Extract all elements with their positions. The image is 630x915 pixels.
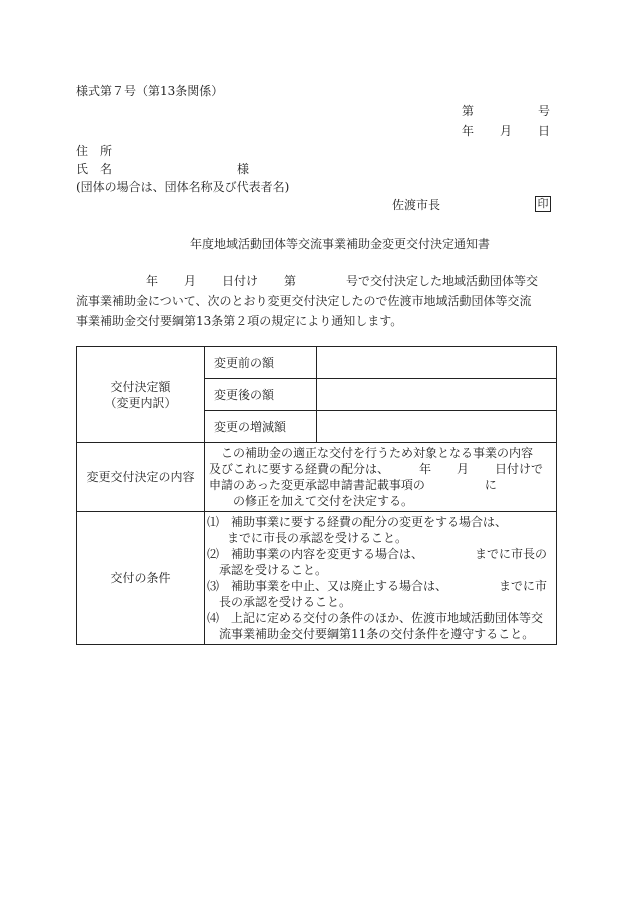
name-label: 氏 名 bbox=[76, 162, 113, 176]
change-line-3: 申請のあった変更承認申請書記載事項の に bbox=[209, 478, 497, 492]
after-amount-label: 変更後の額 bbox=[205, 379, 317, 411]
seal-stamp: 印 bbox=[535, 196, 551, 212]
honorific: 様 bbox=[237, 162, 250, 176]
body-line2: 流事業補助金について、次のとおり変更交付決定したので佐渡市地域活動団体等交流 bbox=[76, 294, 532, 308]
condition-4-line-1: ⑷ 上記に定める交付の条件のほか、佐渡市地域活動団体等交 bbox=[207, 611, 544, 625]
form-number: 様式第７号（第13条関係） bbox=[76, 84, 224, 98]
decision-table bbox=[76, 346, 557, 645]
body-year: 年 bbox=[146, 274, 159, 288]
decision-amount-label bbox=[77, 347, 205, 443]
address-label: 住 所 bbox=[76, 144, 113, 158]
date-year: 年 bbox=[462, 124, 475, 138]
doc-number-prefix: 第 bbox=[462, 104, 475, 118]
doc-number-suffix: 号 bbox=[538, 104, 551, 118]
condition-3-line-2: 長の承認を受けること。 bbox=[219, 595, 352, 609]
condition-2-line-1: ⑵ 補助事業の内容を変更する場合は、 までに市長の bbox=[207, 547, 548, 561]
change-line-4: の修正を加えて交付を決定する。 bbox=[233, 494, 414, 508]
diff-amount-value bbox=[317, 411, 557, 443]
condition-3-line-1: ⑶ 補助事業を中止、又は廃止する場合は、 までに市 bbox=[207, 579, 548, 593]
change-line-2: 及びこれに要する経費の配分は、 年 月 日付けで bbox=[209, 462, 544, 476]
date-month: 月 bbox=[500, 124, 513, 138]
condition-2-line-2: 承認を受けること。 bbox=[219, 563, 328, 577]
condition-4-line-2: 流事業補助金交付要綱第11条の交付条件を遵守すること。 bbox=[219, 627, 535, 641]
decision-amount-title: 交付決定額 bbox=[110, 379, 171, 394]
body-month: 月 bbox=[184, 274, 197, 288]
before-amount-value bbox=[317, 347, 557, 379]
conditions-cell bbox=[205, 512, 557, 645]
diff-amount-label: 変更の増減額 bbox=[205, 411, 317, 443]
change-content-cell bbox=[205, 443, 557, 512]
body-no: 第 bbox=[284, 274, 297, 288]
issuer-name: 佐渡市長 bbox=[392, 198, 441, 212]
group-note: (団体の場合は、団体名称及び代表者名) bbox=[76, 180, 290, 194]
before-amount-label: 変更前の額 bbox=[205, 347, 317, 379]
date-day: 日 bbox=[538, 124, 551, 138]
conditions-label: 交付の条件 bbox=[77, 512, 205, 645]
change-content-label: 変更交付決定の内容 bbox=[77, 443, 205, 512]
body-line1-rest: 号で交付決定した地域活動団体等交 bbox=[346, 274, 539, 288]
condition-1-line-2: までに市長の承認を受けること。 bbox=[227, 531, 408, 545]
after-amount-value bbox=[317, 379, 557, 411]
decision-amount-sublabel: （変更内訳） bbox=[104, 395, 177, 410]
body-date: 日付け bbox=[222, 274, 259, 288]
document-title: 年度地域活動団体等交流事業補助金変更交付決定通知書 bbox=[190, 237, 491, 251]
condition-1-line-1: ⑴ 補助事業に要する経費の配分の変更をする場合は、 bbox=[207, 515, 508, 529]
body-line3: 事業補助金交付要綱第13条第２項の規定により通知します。 bbox=[76, 314, 403, 328]
change-line-1: この補助金の適正な交付を行うため対象となる事業の内容 bbox=[209, 446, 534, 460]
